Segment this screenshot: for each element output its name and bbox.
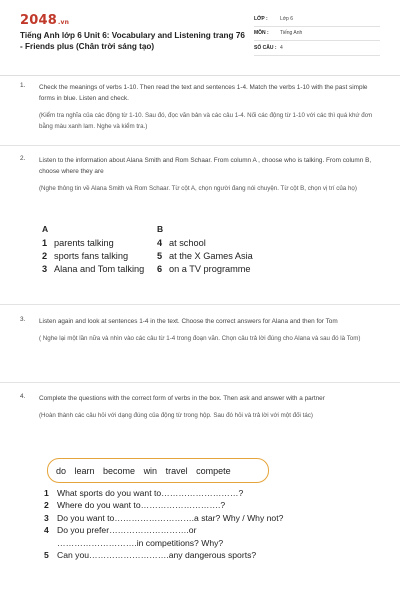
column-b xyxy=(157,224,297,276)
item-number: 3 xyxy=(44,512,49,523)
item-text: Do you want to……………………….a star? Why / Why not? xyxy=(57,512,284,523)
column-a-item xyxy=(42,250,147,263)
question-number: 2. xyxy=(20,155,26,162)
question-number: 3. xyxy=(20,316,26,323)
item-number: 5 xyxy=(44,550,49,561)
page-header xyxy=(0,0,400,70)
column-b-item xyxy=(157,263,297,276)
item-text: Can you……………………….any dangerous sports? xyxy=(57,550,257,561)
question-translation: (Kiểm tra nghĩa của các động từ 1-10. Sau đó, đọc văn bản và các câu 1-4. Nối các động từ 1-10 với các thì quá khứ đơn bằng màu xanh lam. Nghe và kiểm tra.) xyxy=(39,112,373,130)
column-b-heading: B xyxy=(157,224,164,234)
column-a-item xyxy=(42,263,147,276)
item-number: 4 xyxy=(157,238,163,248)
column-b-item xyxy=(157,237,297,250)
meta-value: 4 xyxy=(280,44,283,51)
item-number: 3 xyxy=(42,264,48,274)
question-3 xyxy=(20,316,380,344)
question-text: Listen again and look at sentences 1-4 in the text. Choose the correct answers for Alana and then for Tom xyxy=(39,318,338,325)
item-text: at school xyxy=(169,238,206,248)
word-learn: learn xyxy=(74,465,95,476)
item-number: 5 xyxy=(157,251,163,261)
question-number: 1. xyxy=(20,82,26,89)
question-text: Complete the questions with the correct form of verbs in the box. Then ask and answer with a partner xyxy=(39,395,325,402)
item-number: 2 xyxy=(44,500,49,511)
question-translation: ( Nghe lại một lần nữa và nhìn vào các câu từ 1-4 trong đoạn văn. Chọn câu trả lời đúng cho Alana và sau đó là Tom) xyxy=(39,335,361,342)
item-number: 4 xyxy=(44,525,49,536)
question-translation: (Nghe thông tin về Alana Smith và Rom Schaar. Từ cột A, chọn người đang nói chuyện. Từ cột B, chọn vị trí của họ) xyxy=(39,185,357,192)
column-b-item xyxy=(157,250,297,263)
item-text: on a TV programme xyxy=(169,264,251,274)
item-number: 1 xyxy=(42,238,48,248)
question-1 xyxy=(20,82,380,132)
item-number: 6 xyxy=(157,264,163,274)
word-win: win xyxy=(143,465,158,476)
item-text: What sports do you want to………………………? xyxy=(57,488,244,498)
fill-item xyxy=(44,512,284,524)
item-text: parents talking xyxy=(54,238,114,248)
question-text: Check the meanings of verbs 1-10. Then read the text and sentences 1-4. Match the verbs 1-10 with the past simple forms in blue. Listen and check. xyxy=(39,84,368,102)
fill-in-list xyxy=(44,487,284,561)
meta-row-class xyxy=(254,12,380,27)
item-number: 2 xyxy=(42,251,48,261)
question-number: 4. xyxy=(20,393,26,400)
meta-row-question-count xyxy=(254,41,380,56)
divider xyxy=(0,145,400,146)
item-text: sports fans talking xyxy=(54,251,129,261)
word-compete: compete xyxy=(196,465,231,476)
fill-item xyxy=(44,487,284,499)
logo-text: 2048 xyxy=(20,13,57,28)
question-text: Listen to the information about Alana Smith and Rom Schaar. From column A , choose who is talking. From column B, choose where they are xyxy=(39,157,372,175)
page-title: Tiếng Anh lớp 6 Unit 6: Vocabulary and Listening trang 76 - Friends plus (Chân trời sáng tạo) xyxy=(20,31,245,51)
divider xyxy=(0,382,400,383)
meta-value: Tiếng Anh xyxy=(280,30,303,37)
item-text: Do you prefer……………………….or ……………………….in competitions? Why? xyxy=(57,525,224,548)
verb-word-box xyxy=(47,458,269,483)
divider xyxy=(0,304,400,305)
column-a-heading: A xyxy=(42,224,49,234)
column-a xyxy=(42,224,147,276)
item-text: at the X Games Asia xyxy=(169,251,253,261)
meta-row-subject xyxy=(254,27,380,42)
meta-key: SỐ CÂU : xyxy=(254,44,277,51)
logo-suffix: .vn xyxy=(57,19,70,26)
column-a-item xyxy=(42,237,147,250)
item-text: Where do you want to……………………….? xyxy=(57,500,226,511)
meta-key: LỚP : xyxy=(254,15,268,22)
fill-item xyxy=(44,524,284,549)
question-translation: (Hoàn thành các câu hỏi với dạng đúng của động từ trong hộp. Sau đó hỏi và trả lời với một đối tác) xyxy=(39,412,313,419)
meta-key: MÔN : xyxy=(254,30,269,37)
meta-info xyxy=(254,12,380,56)
site-logo[interactable] xyxy=(20,13,69,28)
item-number: 1 xyxy=(44,488,49,498)
divider xyxy=(0,75,400,76)
question-4 xyxy=(20,393,380,421)
word-become: become xyxy=(103,465,136,476)
item-text: Alana and Tom talking xyxy=(54,264,145,274)
word-do: do xyxy=(56,465,67,476)
fill-item xyxy=(44,549,284,561)
question-2 xyxy=(20,155,380,194)
fill-item xyxy=(44,499,284,511)
meta-value: Lớp 6 xyxy=(280,15,294,22)
word-travel: travel xyxy=(165,465,188,476)
